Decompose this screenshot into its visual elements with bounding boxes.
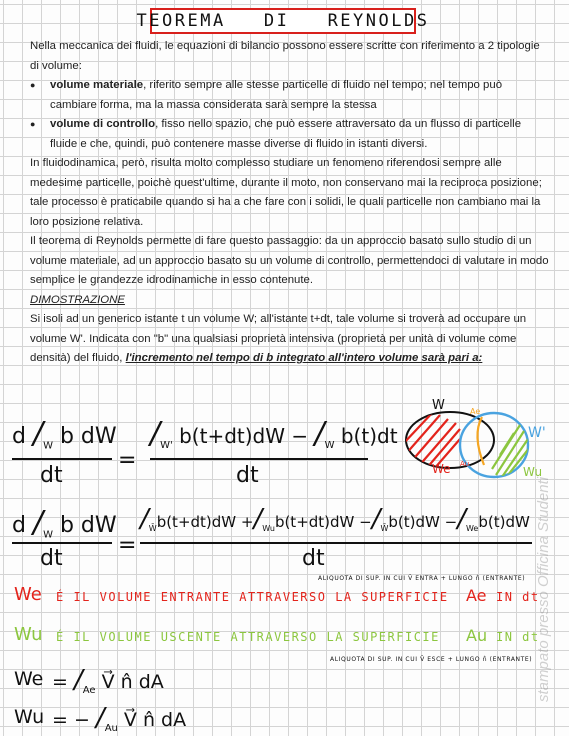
we-symbol: We bbox=[14, 584, 42, 605]
eq1-equals: = bbox=[118, 448, 137, 473]
bullet-volume-controllo bbox=[30, 115, 550, 154]
eq2-subscript: W̄ bbox=[380, 524, 389, 533]
eq2-subscript: We bbox=[465, 524, 479, 533]
page-title: TEOREMA DI REYNOLDS bbox=[136, 11, 430, 31]
eq1-lhs-numerator: d $/_W$ b dW bbox=[12, 416, 117, 452]
we-equation-subscript: Ae bbox=[82, 684, 96, 696]
note-entrante: ALIQUOTA DI SUP. IN CUI V̄ ENTRA + LUNGO n̂ (ENTRANTE) bbox=[318, 575, 526, 582]
we-equation-lhs: We bbox=[14, 668, 44, 690]
eq1-subscript: W bbox=[43, 440, 53, 452]
intro-paragraph: Nella meccanica dei fluidi, le equazioni di bilancio possono essere scritte con riferimento a 2 tipologie di volume: bbox=[30, 40, 540, 72]
bullet-bold-term: volume materiale bbox=[50, 79, 144, 91]
eq2-lhs-fraction-line bbox=[12, 542, 112, 544]
bullet-volume-materiale bbox=[30, 76, 550, 115]
wu-symbol: Wu bbox=[14, 624, 43, 645]
dimostrazione-emphasis: l'incremento nel tempo di b integrato all'intero volume sarà pari a: bbox=[125, 352, 483, 364]
eq1-rhs-numerator: $/_{W'}$ $b(t+dt)dW - /_W$ b(t)dt bbox=[150, 416, 398, 451]
diagram-label-au: Au bbox=[460, 460, 470, 468]
diagram-label-we: We bbox=[432, 462, 451, 476]
bullet-text: , riferito sempre alle stesse particelle di fluido nel tempo; nel tempo può cambiare forma, ma la massa considerata sarà sempre la stessa bbox=[50, 79, 503, 111]
eq1-subscript-w: W bbox=[324, 440, 335, 451]
dimostrazione-paragraph bbox=[30, 310, 550, 369]
page-title-box bbox=[136, 8, 430, 34]
eq2-subscript: Wu bbox=[262, 524, 275, 533]
we-surface-symbol: Ae bbox=[466, 586, 487, 605]
diagram-label-wu: Wu bbox=[523, 465, 543, 479]
diagram-label-wprime: W' bbox=[528, 425, 546, 441]
teorema-paragraph: Il teorema di Reynolds permette di fare questo passaggio: da un approccio basato sullo studio di un volume materiale, ad un approccio basato su un volume di controllo, permettendoci di valutare in modo semplice le grandezze idrodinamiche in esso contenute. bbox=[30, 235, 549, 286]
eq2-lhs-denominator: dt bbox=[40, 546, 63, 571]
eq1-rhs-denominator: dt bbox=[236, 463, 259, 488]
wu-tail: IN dt bbox=[496, 630, 540, 644]
eq2-subscript: W̄ bbox=[148, 524, 157, 533]
fluidodinamica-paragraph: In fluidodinamica, però, risulta molto complesso studiare un fenomeno riferendosi sempre alle medesime particelle, poichè quest'ultime, durante il moto, non conservano mai la reciproca posizione; tale processo è praticabile quando si ha a che fare con i solidi, le quali particelle non cambiano mai la loro posizione relativa. bbox=[30, 157, 542, 228]
wu-equation-subscript: Au bbox=[104, 722, 118, 734]
diagram-label-w: W bbox=[432, 398, 445, 413]
we-equation-rhs: = $/_{Ae}$ V⃗ n̂ dA bbox=[52, 665, 164, 696]
eq1-rhs-fraction-line bbox=[150, 458, 368, 460]
eq2-rhs-fraction-line bbox=[140, 542, 532, 544]
entering-volume-hatch bbox=[400, 409, 460, 469]
eq1-subscript-wprime: W' bbox=[160, 440, 173, 451]
diagram-label-ae: Ae bbox=[470, 407, 481, 416]
wu-surface-symbol: Au bbox=[466, 626, 488, 645]
bullet-text: , fisso nello spazio, che può essere attraversato da un flusso di particelle fluide e che, quindi, può contenere masse diverse di fluido in istanti diversi. bbox=[50, 118, 522, 150]
watermark: stampato presso Officina Studenti bbox=[535, 476, 552, 702]
we-description: É IL VOLUME ENTRANTE ATTRAVERSO LA SUPERFICIE bbox=[56, 590, 449, 604]
dimostrazione-heading: DIMOSTRAZIONE bbox=[30, 293, 125, 306]
we-tail: IN dt bbox=[496, 590, 540, 604]
bullet-bold-term: volume di controllo bbox=[50, 118, 156, 130]
wu-equation-lhs: Wu bbox=[14, 706, 45, 728]
eq2-rhs-denominator: dt bbox=[302, 546, 325, 571]
dimostrazione-text: Si isoli ad un generico istante t un volume W; all'istante t+dt, tale volume si troverà ad occupare un volume W'. Indicata con "b" una qualsiasi proprietà intensiva (proprietà per unità di volume come densità) del fluido, bbox=[30, 313, 527, 364]
eq1-lhs-fraction-line bbox=[12, 458, 112, 460]
note-uscente: ALIQUOTA DI SUP. IN CUI V̄ ESCE + LUNGO n̂ (ENTRANTE) bbox=[330, 656, 533, 663]
intro-text-block bbox=[30, 37, 550, 369]
eq1-lhs-denominator: dt bbox=[40, 463, 63, 488]
wu-description: É IL VOLUME USCENTE ATTRAVERSO LA SUPERFICIE bbox=[56, 630, 440, 644]
eq2-rhs-numerator: $/_{W̄}b(t+dt)dW +/_{Wu}b(t+dt)dW -/_{W̄}b(t)dW -/_{We}b(t)dW$ bbox=[140, 504, 530, 534]
eq2-lhs-numerator: d $/_W$ b dW bbox=[12, 505, 117, 541]
eq2-equals: = bbox=[118, 533, 137, 558]
wu-equation-rhs: = − $/_{Au}$ V⃗ n̂ dA bbox=[52, 703, 187, 734]
